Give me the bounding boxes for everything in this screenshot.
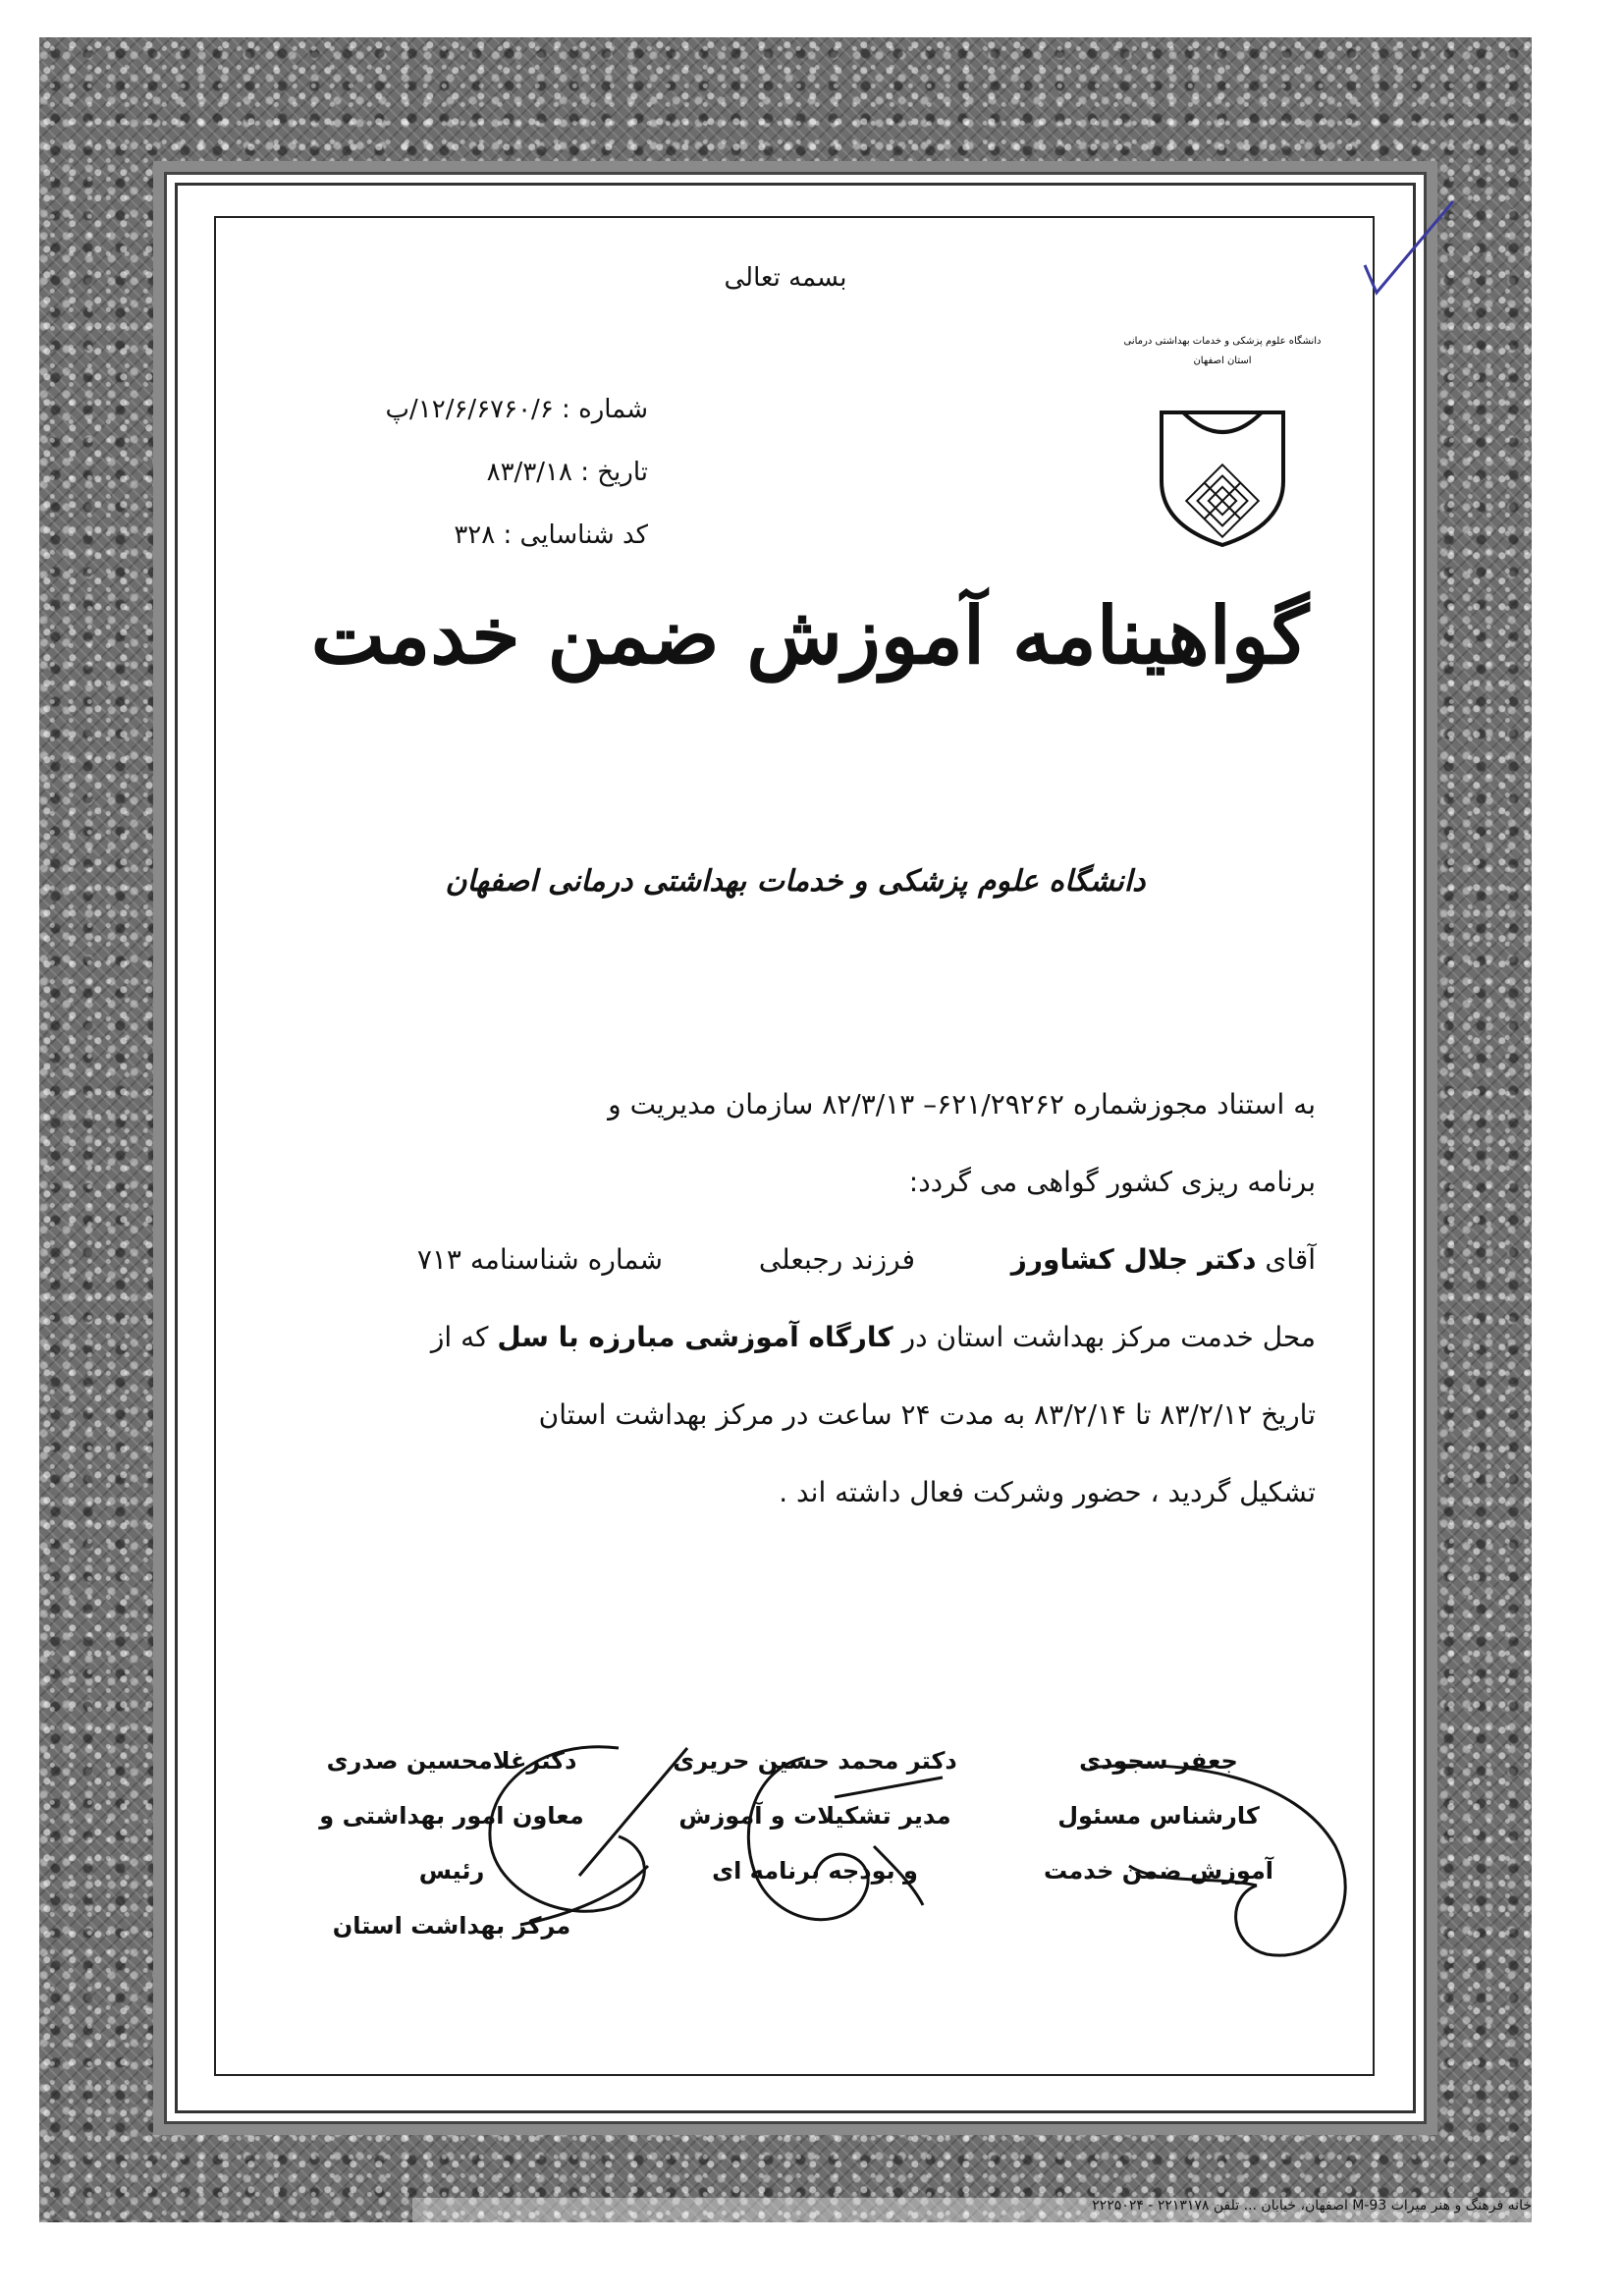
certificate-title: گواهینامه آموزش ضمن خدمت [310, 589, 1310, 682]
signatory-1 [1001, 1733, 1316, 1898]
body-line-1: به استناد مجوزشماره ۶۲۱/۲۹۲۶۲– ۸۲/۳/۱۳ سازمان مدیریت و [608, 1088, 1316, 1121]
body-line-2: برنامه ریزی کشور گواهی می گردد: [908, 1166, 1316, 1198]
signatory-1-name: جعفر سجودی [1079, 1747, 1238, 1775]
honorific: آقای [1265, 1243, 1316, 1276]
signatory-2 [658, 1733, 972, 1898]
signatory-3-role-2: مرکز بهداشت استان [332, 1912, 571, 1940]
body-line-4 [314, 1298, 1316, 1376]
document-number: شماره : ۱۲/۶/۶۷۶۰/۶/پ [385, 395, 648, 424]
id-number: شماره شناسنامه ۷۱۳ [416, 1243, 664, 1276]
father-name: فرزند رجبعلی [758, 1243, 915, 1276]
emblem-icon [1123, 324, 1322, 550]
workplace-text: محل خدمت مرکز بهداشت استان در [901, 1321, 1316, 1353]
body-line-3 [314, 1221, 1316, 1298]
workplace-suffix: که از [430, 1321, 489, 1353]
bismillah: بسمه تعالی [724, 263, 847, 293]
signatory-1-role-2: آموزش ضمن خدمت [1043, 1857, 1274, 1885]
signatory-2-name: دکتر محمد حسین حریری [673, 1747, 957, 1775]
certificate-body [314, 1066, 1316, 1531]
university-logo [1123, 324, 1322, 550]
document-date: تاریخ : ۸۳/۳/۱۸ [486, 458, 648, 487]
signatory-1-role-1: کارشناس مسئول [1057, 1802, 1260, 1830]
logo-caption-1: دانشگاه علوم پزشکی و خدمات بهداشتی درمانی [1123, 336, 1322, 347]
body-line-6: تشکیل گردید ، حضور وشرکت فعال داشته اند . [779, 1476, 1316, 1508]
body-line-5: تاریخ ۸۳/۲/۱۲ تا ۸۳/۲/۱۴ به مدت ۲۴ ساعت در مرکز بهداشت استان [538, 1398, 1316, 1431]
recipient-name: دکتر جلال کشاورز [1010, 1243, 1257, 1276]
university-name: دانشگاه علوم پزشکی و خدمات بهداشتی درمانی اصفهان [445, 864, 1146, 899]
logo-caption-2: استان اصفهان [1193, 355, 1252, 366]
signatory-3-role-1: معاون امور بهداشتی و رئیس [319, 1802, 584, 1885]
document-id-code: کد شناسایی : ۳۲۸ [454, 520, 648, 550]
signatory-3-name: دکترغلامحسین صدری [326, 1747, 577, 1775]
signatory-3 [295, 1733, 609, 1953]
document-meta [295, 378, 648, 567]
signatory-2-role-1: مدیر تشکیلات و آموزش [678, 1802, 951, 1830]
printer-footer: خانه فرهنگ و هنر میراث M-93 اصفهان، خیابان ... تلفن ۲۲۱۳۱۷۸ - ۲۲۲۵۰۲۴ [412, 2198, 1532, 2223]
checkmark-icon [1355, 196, 1463, 304]
workshop-name: کارگاه آموزشی مبارزه با سل [497, 1321, 893, 1353]
signatory-2-role-2: و بودجه برنامه ای [712, 1857, 918, 1885]
